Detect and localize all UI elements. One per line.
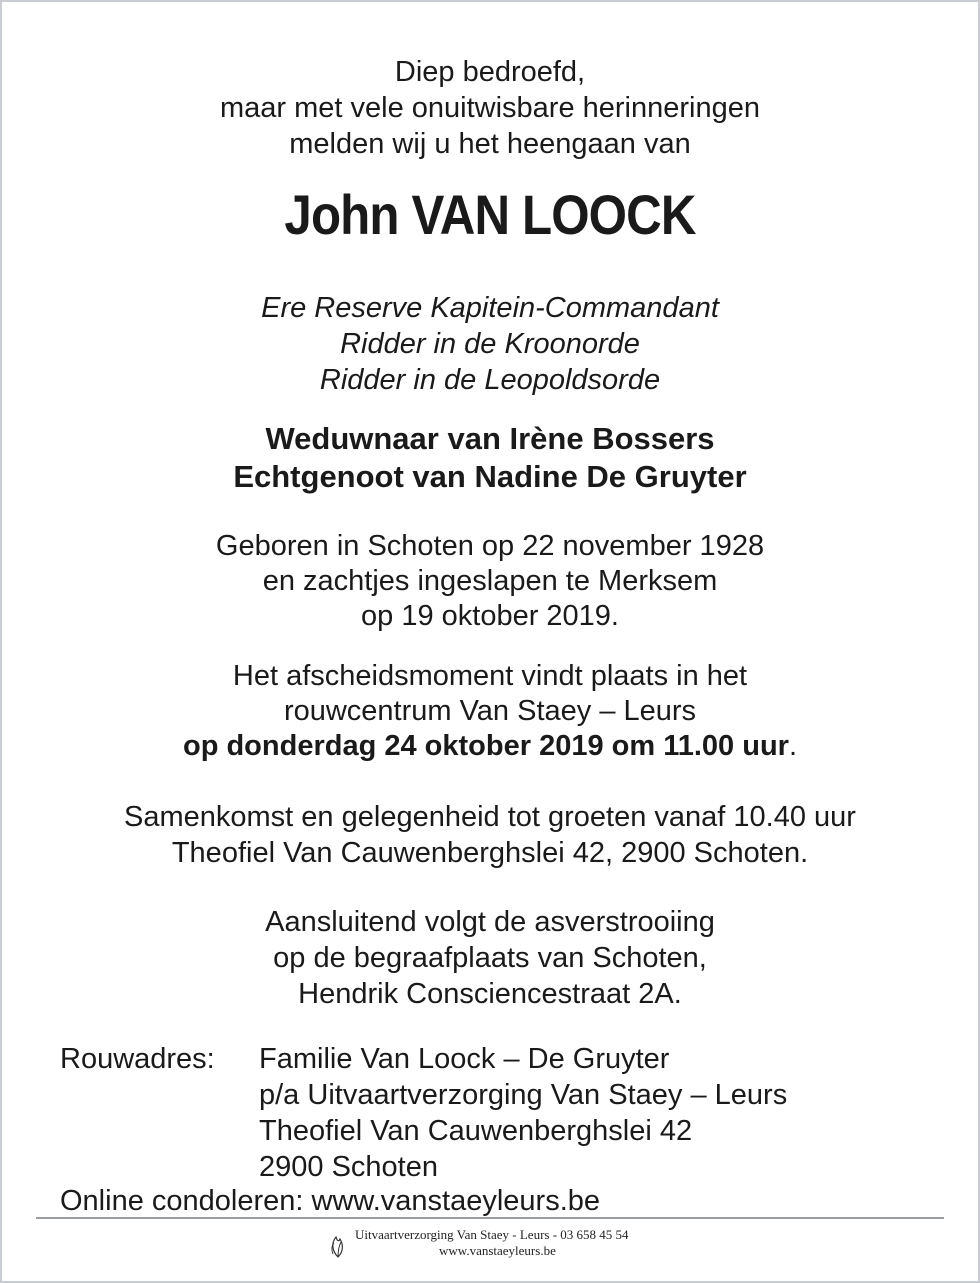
footer-divider xyxy=(36,1217,944,1219)
intro-line: Diep bedroefd, xyxy=(394,56,586,88)
gathering-info xyxy=(0,799,980,871)
gathering-line: Theofiel Van Cauwenberghslei 42, 2900 Schoten. xyxy=(171,837,809,869)
ceremony-date: op donderdag 24 oktober 2019 om 11.00 uur xyxy=(182,730,789,762)
scattering-line: op de begraafplaats van Schoten, xyxy=(273,942,707,974)
intro-text xyxy=(0,54,980,162)
deceased-name: John VAN LOOCK xyxy=(284,183,696,246)
online-condolences: Online condoleren: www.vanstaeyleurs.be xyxy=(60,1185,601,1217)
birth-death-info xyxy=(0,529,980,634)
relation-line: Echtgenoot van Nadine De Gruyter xyxy=(233,459,747,494)
scattering-line: Aansluitend volgt de asverstrooiing xyxy=(265,906,715,938)
address-line: p/a Uitvaartverzorging Van Staey – Leurs xyxy=(259,1079,788,1111)
title-line: Ridder in de Kroonorde xyxy=(340,328,640,360)
ceremony-line: rouwcentrum Van Staey – Leurs xyxy=(283,695,697,727)
ceremony-info xyxy=(0,659,980,764)
family-relations xyxy=(0,420,980,496)
footer-website: www.vanstaeyleurs.be xyxy=(439,1243,556,1258)
intro-line: melden wij u het heengaan van xyxy=(289,128,691,160)
title-line: Ridder in de Leopoldsorde xyxy=(319,364,661,396)
honorary-titles xyxy=(0,290,980,398)
ceremony-line: Het afscheidsmoment vindt plaats in het xyxy=(232,660,748,692)
relation-line: Weduwnaar van Irène Bossers xyxy=(265,421,715,456)
address-line: Familie Van Loock – De Gruyter xyxy=(259,1043,670,1075)
birth-line: op 19 oktober 2019. xyxy=(361,600,619,632)
address-line: Theofiel Van Cauwenberghslei 42 xyxy=(259,1115,693,1147)
ash-scattering-info xyxy=(0,904,980,1012)
footer-company: Uitvaartverzorging Van Staey - Leurs - 03 658 45 54 xyxy=(355,1227,629,1242)
footer-text xyxy=(355,1227,675,1259)
scattering-line: Hendrik Consciencestraat 2A. xyxy=(298,978,682,1010)
gathering-line: Samenkomst en gelegenheid tot groeten vanaf 10.40 uur xyxy=(124,801,856,833)
intro-line: maar met vele onuitwisbare herinneringen xyxy=(219,92,760,124)
title-line: Ere Reserve Kapitein-Commandant xyxy=(261,292,719,324)
address-label: Rouwadres: xyxy=(60,1043,215,1075)
address-line: 2900 Schoten xyxy=(259,1151,438,1183)
flame-leaf-icon xyxy=(328,1229,348,1259)
ceremony-date-line xyxy=(0,729,980,764)
address-lines xyxy=(259,1041,899,1185)
ceremony-date-suffix: . xyxy=(788,730,798,762)
birth-line: en zachtjes ingeslapen te Merksem xyxy=(262,565,718,597)
birth-line: Geboren in Schoten op 22 november 1928 xyxy=(215,530,765,562)
